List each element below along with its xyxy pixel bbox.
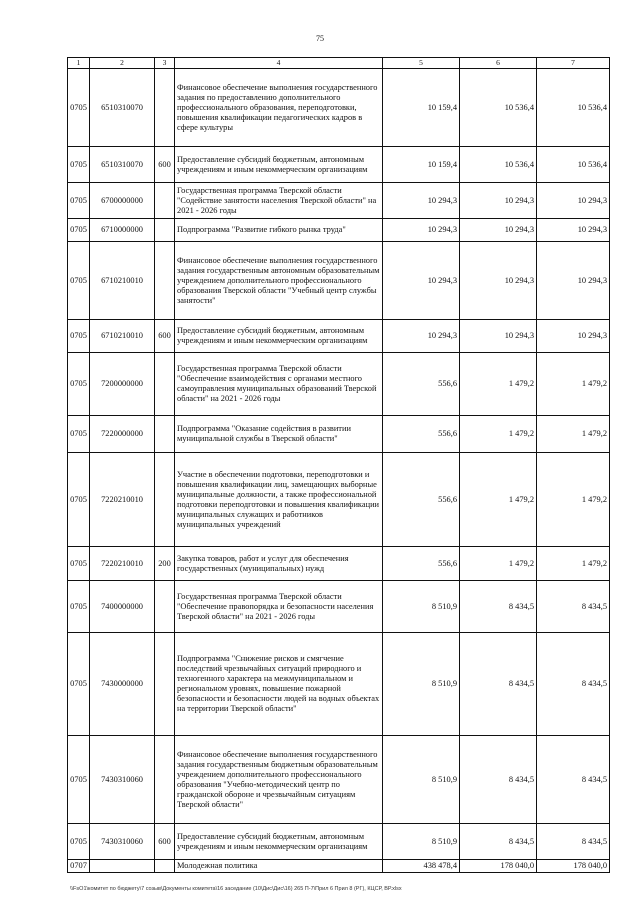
section-code-cell: 0705 bbox=[68, 183, 90, 219]
item-name-cell: Подпрограмма "Оказание содействия в развитии муниципальной службы в Тверской области" bbox=[175, 416, 383, 453]
target-article-cell: 7220210010 bbox=[90, 453, 155, 547]
target-article-cell: 6700000000 bbox=[90, 183, 155, 219]
amount-2022-cell: 1 479,2 bbox=[460, 547, 537, 581]
section-code-cell: 0705 bbox=[68, 69, 90, 147]
amount-2023-cell: 10 294,3 bbox=[537, 320, 610, 353]
expense-type-cell bbox=[155, 453, 175, 547]
amount-2021-cell: 8 510,9 bbox=[383, 633, 460, 736]
section-code-cell: 0705 bbox=[68, 353, 90, 416]
amount-2022-cell: 8 434,5 bbox=[460, 824, 537, 860]
item-name-cell: Предоставление субсидий бюджетным, автономным учреждениям и иным некоммерческим организациям bbox=[175, 320, 383, 353]
header-cell: 1 bbox=[68, 58, 90, 69]
table-row bbox=[68, 736, 610, 824]
amount-2022-cell: 1 479,2 bbox=[460, 416, 537, 453]
expense-type-cell bbox=[155, 860, 175, 873]
amount-2023-cell: 178 040,0 bbox=[537, 860, 610, 873]
item-name-cell: Предоставление субсидий бюджетным, автономным учреждениям и иным некоммерческим организациям bbox=[175, 147, 383, 183]
item-name-cell: Государственная программа Тверской области "Обеспечение правопорядка и безопасности населения Тверской области" на 2021 - 2026 годы bbox=[175, 581, 383, 633]
amount-2023-cell: 10 294,3 bbox=[537, 242, 610, 320]
table-row bbox=[68, 860, 610, 873]
amount-2023-cell: 1 479,2 bbox=[537, 416, 610, 453]
amount-2022-cell: 10 294,3 bbox=[460, 183, 537, 219]
table-row bbox=[68, 547, 610, 581]
target-article-cell: 6710210010 bbox=[90, 242, 155, 320]
table-row bbox=[68, 416, 610, 453]
target-article-cell: 7430310060 bbox=[90, 736, 155, 824]
header-cell: 6 bbox=[460, 58, 537, 69]
amount-2022-cell: 10 294,3 bbox=[460, 320, 537, 353]
target-article-cell: 7220000000 bbox=[90, 416, 155, 453]
amount-2023-cell: 8 434,5 bbox=[537, 633, 610, 736]
section-code-cell: 0705 bbox=[68, 736, 90, 824]
section-code-cell: 0705 bbox=[68, 824, 90, 860]
amount-2023-cell: 8 434,5 bbox=[537, 824, 610, 860]
expense-type-cell bbox=[155, 416, 175, 453]
amount-2023-cell: 8 434,5 bbox=[537, 581, 610, 633]
table-row bbox=[68, 353, 610, 416]
amount-2021-cell: 10 294,3 bbox=[383, 183, 460, 219]
expense-type-cell bbox=[155, 736, 175, 824]
expense-type-cell: 200 bbox=[155, 547, 175, 581]
table-row bbox=[68, 69, 610, 147]
item-name-cell: Закупка товаров, работ и услуг для обеспечения государственных (муниципальных) нужд bbox=[175, 547, 383, 581]
table-row bbox=[68, 453, 610, 547]
amount-2021-cell: 8 510,9 bbox=[383, 581, 460, 633]
item-name-cell: Финансовое обеспечение выполнения государственного задания государственным автономным образовательным учреждением дополнительного профессионального образования Тверской области "Учебный центр службы занятости" bbox=[175, 242, 383, 320]
target-article-cell: 6510310070 bbox=[90, 69, 155, 147]
header-cell: 2 bbox=[90, 58, 155, 69]
amount-2022-cell: 10 536,4 bbox=[460, 147, 537, 183]
expense-type-cell bbox=[155, 69, 175, 147]
amount-2021-cell: 10 159,4 bbox=[383, 69, 460, 147]
expense-type-cell: 600 bbox=[155, 824, 175, 860]
amount-2022-cell: 1 479,2 bbox=[460, 453, 537, 547]
target-article-cell: 7430310060 bbox=[90, 824, 155, 860]
item-name-cell: Подпрограмма "Снижение рисков и смягчение последствий чрезвычайных ситуаций природного и техногенного характера на межмуниципальном и региональном уровнях, повышение пожарной безопасности и безопасности людей на водных объектах на территории Тверской области" bbox=[175, 633, 383, 736]
section-code-cell: 0705 bbox=[68, 147, 90, 183]
amount-2023-cell: 1 479,2 bbox=[537, 547, 610, 581]
amount-2021-cell: 8 510,9 bbox=[383, 824, 460, 860]
amount-2021-cell: 556,6 bbox=[383, 353, 460, 416]
amount-2023-cell: 10 294,3 bbox=[537, 183, 610, 219]
target-article-cell: 7200000000 bbox=[90, 353, 155, 416]
expense-type-cell bbox=[155, 183, 175, 219]
budget-table bbox=[67, 57, 610, 873]
amount-2021-cell: 556,6 bbox=[383, 416, 460, 453]
table-row bbox=[68, 242, 610, 320]
amount-2023-cell: 10 536,4 bbox=[537, 69, 610, 147]
amount-2023-cell: 10 536,4 bbox=[537, 147, 610, 183]
table-row bbox=[68, 219, 610, 242]
expense-type-cell bbox=[155, 581, 175, 633]
expense-type-cell bbox=[155, 242, 175, 320]
amount-2022-cell: 10 536,4 bbox=[460, 69, 537, 147]
amount-2021-cell: 556,6 bbox=[383, 453, 460, 547]
amount-2021-cell: 10 294,3 bbox=[383, 320, 460, 353]
amount-2022-cell: 8 434,5 bbox=[460, 581, 537, 633]
amount-2023-cell: 8 434,5 bbox=[537, 736, 610, 824]
table-row bbox=[68, 147, 610, 183]
expense-type-cell bbox=[155, 219, 175, 242]
item-name-cell: Государственная программа Тверской области "Содействие занятости населения Тверской области" на 2021 - 2026 годы bbox=[175, 183, 383, 219]
target-article-cell bbox=[90, 860, 155, 873]
page-number: 75 bbox=[316, 34, 324, 43]
section-code-cell: 0705 bbox=[68, 453, 90, 547]
section-code-cell: 0705 bbox=[68, 219, 90, 242]
expense-type-cell bbox=[155, 633, 175, 736]
target-article-cell: 6710210010 bbox=[90, 320, 155, 353]
file-path-footer: \\FsO1\комитет по бюджету\7 созыв\Документы комитета\16 заседание (10\Дис\Дис\16) 265 П-7\Прил 6 Прил 8 (РГ), КЦСР, ВР.xlsx bbox=[70, 886, 402, 892]
item-name-cell: Финансовое обеспечение выполнения государственного задания государственным бюджетным образовательным учреждением дополнительного профессионального образования "Учебно-методический центр по гражданской обороне и чрезвычайным ситуациям Тверской области" bbox=[175, 736, 383, 824]
expense-type-cell: 600 bbox=[155, 320, 175, 353]
header-cell: 4 bbox=[175, 58, 383, 69]
header-cell: 5 bbox=[383, 58, 460, 69]
target-article-cell: 6510310070 bbox=[90, 147, 155, 183]
target-article-cell: 6710000000 bbox=[90, 219, 155, 242]
item-name-cell: Подпрограмма "Развитие гибкого рынка труда" bbox=[175, 219, 383, 242]
amount-2023-cell: 10 294,3 bbox=[537, 219, 610, 242]
item-name-cell: Государственная программа Тверской области "Обеспечение взаимодействия с органами местного самоуправления муниципальных образований Тверской области" на 2021 - 2026 годы bbox=[175, 353, 383, 416]
target-article-cell: 7430000000 bbox=[90, 633, 155, 736]
section-code-cell: 0705 bbox=[68, 416, 90, 453]
amount-2021-cell: 556,6 bbox=[383, 547, 460, 581]
item-name-cell: Финансовое обеспечение выполнения государственного задания по предоставлению дополнительного профессионального образования, переподготовки, повышения квалификации педагогических кадров в сфере культуры bbox=[175, 69, 383, 147]
item-name-cell: Участие в обеспечении подготовки, переподготовки и повышения квалификации лиц, замещающих выборные муниципальные должности, а также профессиональной подготовки переподготовки и повышения квалификации муниципальных служащих и работников муниципальных учреждений bbox=[175, 453, 383, 547]
section-code-cell: 0705 bbox=[68, 633, 90, 736]
amount-2021-cell: 438 478,4 bbox=[383, 860, 460, 873]
target-article-cell: 7220210010 bbox=[90, 547, 155, 581]
item-name-cell: Предоставление субсидий бюджетным, автономным учреждениям и иным некоммерческим организациям bbox=[175, 824, 383, 860]
table-row bbox=[68, 581, 610, 633]
table-row bbox=[68, 320, 610, 353]
amount-2023-cell: 1 479,2 bbox=[537, 353, 610, 416]
amount-2022-cell: 8 434,5 bbox=[460, 633, 537, 736]
section-code-cell: 0705 bbox=[68, 320, 90, 353]
amount-2022-cell: 10 294,3 bbox=[460, 242, 537, 320]
header-row bbox=[68, 58, 610, 69]
table-row bbox=[68, 183, 610, 219]
expense-type-cell: 600 bbox=[155, 147, 175, 183]
target-article-cell: 7400000000 bbox=[90, 581, 155, 633]
amount-2021-cell: 8 510,9 bbox=[383, 736, 460, 824]
header-cell: 3 bbox=[155, 58, 175, 69]
item-name-cell: Молодежная политика bbox=[175, 860, 383, 873]
amount-2021-cell: 10 159,4 bbox=[383, 147, 460, 183]
amount-2021-cell: 10 294,3 bbox=[383, 219, 460, 242]
section-code-cell: 0705 bbox=[68, 581, 90, 633]
amount-2022-cell: 10 294,3 bbox=[460, 219, 537, 242]
expense-type-cell bbox=[155, 353, 175, 416]
amount-2021-cell: 10 294,3 bbox=[383, 242, 460, 320]
section-code-cell: 0705 bbox=[68, 547, 90, 581]
amount-2023-cell: 1 479,2 bbox=[537, 453, 610, 547]
amount-2022-cell: 1 479,2 bbox=[460, 353, 537, 416]
header-cell: 7 bbox=[537, 58, 610, 69]
section-code-cell: 0705 bbox=[68, 242, 90, 320]
section-code-cell: 0707 bbox=[68, 860, 90, 873]
table-row bbox=[68, 633, 610, 736]
amount-2022-cell: 178 040,0 bbox=[460, 860, 537, 873]
table-row bbox=[68, 824, 610, 860]
amount-2022-cell: 8 434,5 bbox=[460, 736, 537, 824]
